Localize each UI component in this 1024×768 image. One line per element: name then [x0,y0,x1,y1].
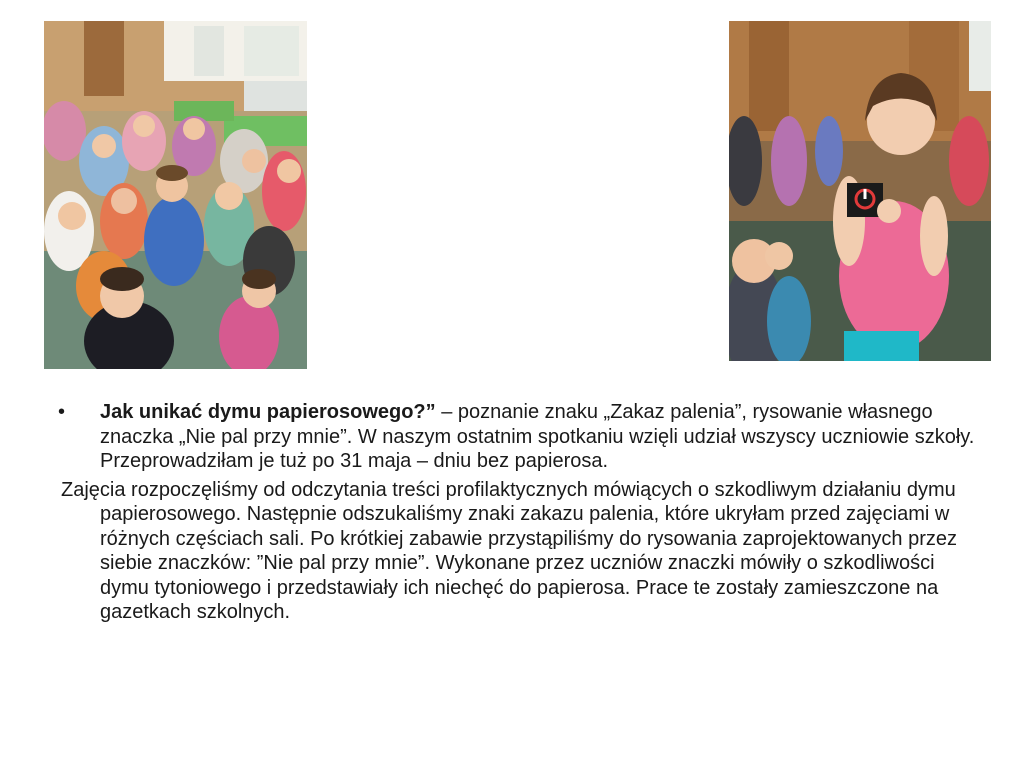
bullet-description: – poznanie znaku „Zakaz palenia”, rysowanie własnego znaczka „Nie pal przy mnie”. W naszym ostatnim spotkaniu wzięli udział wszyscy uczniowie szkoły. Przeprowadziłam je tuż po 31 maja – dniu bez papierosa. [100,401,975,472]
text-content [44,400,984,625]
bullet-bold-title: Jak unikać dymu papierosowego?” [100,401,436,423]
body-paragraph: Zajęcia rozpoczęliśmy od odczytania treści profilaktycznych mówiących o szkodliwym działaniu dymu papierosowego. Następnie odszukaliśmy znaki zakazu palenia, które ukryłam przed zajęciami w różnych częściach sali. Po krótkiej zabawie przystąpiliśmy do rysowania zaprojektowanych przez siebie znaczków: ”Nie pal przy mnie”. Wykonane przez uczniów znaczki mówiły o szkodliwości dymu tytoniowego i przedstawiały ich niechęć do papierosa. Prace te zostały zamieszczone na gazetkach szkolnych. [61,478,958,623]
classroom-children-image [44,21,307,369]
girl-with-sign-photo [729,21,991,361]
bullet-paragraph [44,400,984,474]
girl-with-sign-image [729,21,991,361]
bullet-dot: • [58,401,66,423]
classroom-children-photo [44,21,307,369]
